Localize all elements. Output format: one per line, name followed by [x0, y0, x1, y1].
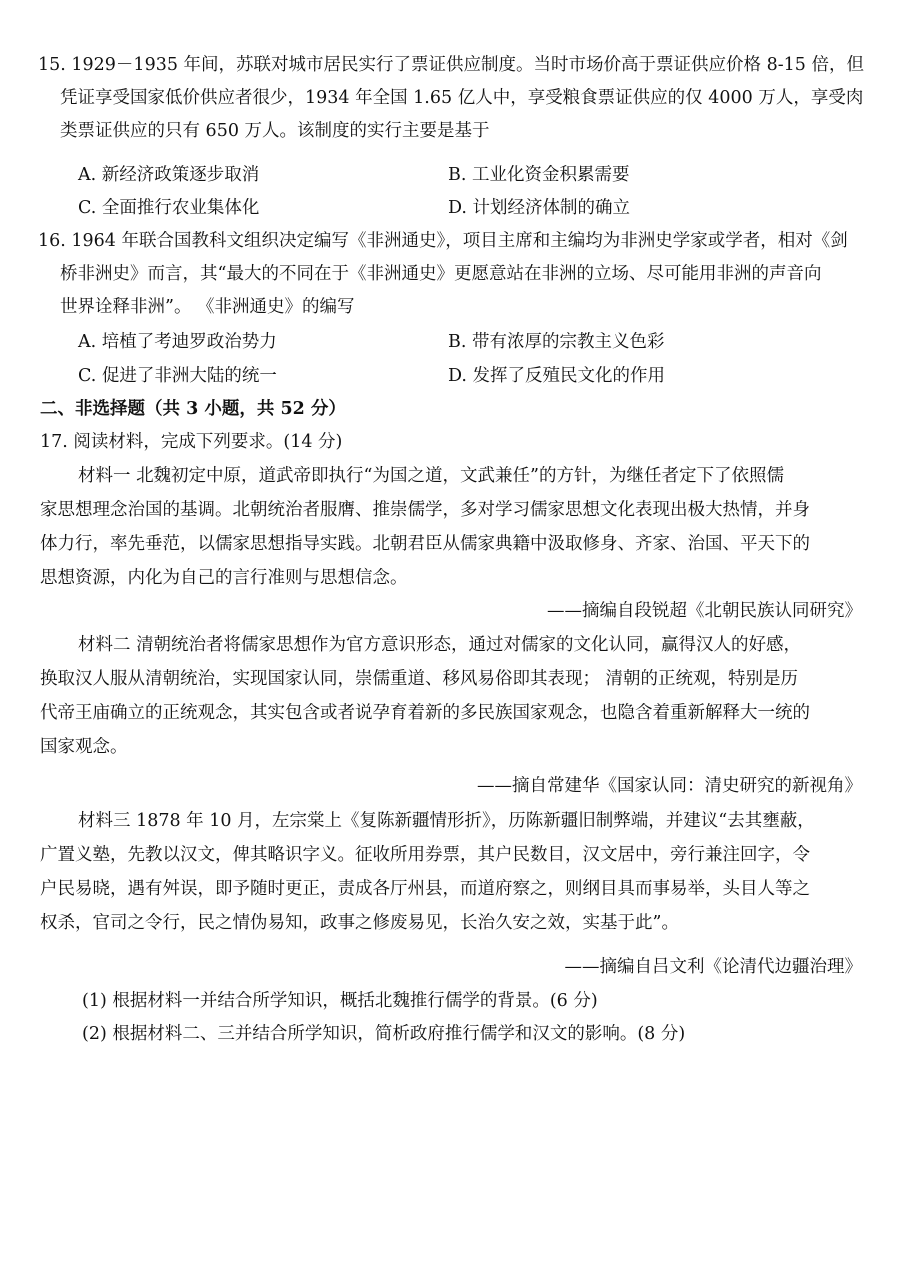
q16-stem-line-2: 桥非洲史》而言，其“最大的不同在于《非洲通史》更愿意站在非洲的立场、尽可能用非洲的声音向: [60, 264, 822, 284]
q16-option-d: D. 发挥了反殖民文化的作用: [448, 366, 666, 386]
q16-option-a: A. 培植了考迪罗政治势力: [78, 332, 277, 352]
q17-subquestion-2: (2) 根据材料二、三并结合所学知识，简析政府推行儒学和汉文的影响。(8 分): [82, 1024, 686, 1044]
q17-material-2-source: ——摘自常建华《国家认同：清史研究的新视角》: [477, 776, 862, 796]
q17-material-1-line-4: 思想资源，内化为自己的言行准则与思想信念。: [40, 568, 408, 588]
q17-material-3-line-2: 广置义塾，先教以汉文，俾其略识字义。征收所用券票，其户民数目，汉文居中，旁行兼注回字，令: [40, 845, 810, 865]
q17-material-3-line-3: 户民易晓，遇有舛误，即予随时更正，责成各厅州县，而道府察之，则纲目具而事易举，头目人等之: [40, 879, 810, 899]
q17-material-3-line-4: 权杀，官司之令行，民之情伪易知，政事之修废易见，长治久安之效，实基于此”。: [40, 913, 679, 933]
q17-material-1-line-2: 家思想理念治国的基调。北朝统治者服膺、推崇儒学，多对学习儒家思想文化表现出极大热情，并身: [40, 500, 810, 520]
q17-material-2-line-4: 国家观念。: [40, 737, 128, 757]
q16-option-c: C. 促进了非洲大陆的统一: [78, 366, 277, 386]
q17-material-1-line-1: 材料一 北魏初定中原，道武帝即执行“为国之道，文武兼任”的方针，为继任者定下了依照儒: [78, 466, 784, 486]
q16-option-b: B. 带有浓厚的宗教主义色彩: [448, 332, 665, 352]
section-heading: 二、非选择题（共 3 小题，共 52 分）: [40, 399, 346, 419]
q16-stem-line-3: 世界诠释非洲”。 《非洲通史》的编写: [60, 297, 355, 317]
q17-intro: 17. 阅读材料，完成下列要求。(14 分): [40, 432, 343, 452]
q17-material-2-line-3: 代帝王庙确立的正统观念，其实包含或者说孕育着新的多民族国家观念，也隐含着重新解释大一统的: [40, 703, 810, 723]
q17-material-2-line-2: 换取汉人服从清朝统治，实现国家认同，崇儒重道、移风易俗即其表现； 清朝的正统观，特别是历: [40, 669, 799, 689]
q17-material-1-source: ——摘编自段锐超《北朝民族认同研究》: [547, 601, 862, 621]
q15-option-d: D. 计划经济体制的确立: [448, 198, 631, 218]
q17-material-3-line-1: 材料三 1878 年 10 月，左宗棠上《复陈新疆情形折》，历陈新疆旧制弊端，并建议“去其壅蔽，: [78, 811, 815, 831]
q15-option-b: B. 工业化资金积累需要: [448, 165, 630, 185]
q17-subquestion-1: (1) 根据材料一并结合所学知识，概括北魏推行儒学的背景。(6 分): [82, 991, 598, 1011]
q15-option-c: C. 全面推行农业集体化: [78, 198, 260, 218]
q15-stem-line-3: 类票证供应的只有 650 万人。该制度的实行主要是基于: [60, 121, 490, 141]
q17-material-2-line-1: 材料二 清朝统治者将儒家思想作为官方意识形态，通过对儒家的文化认同，赢得汉人的好感，: [78, 635, 802, 655]
q15-stem-line-2: 凭证享受国家低价供应者很少，1934 年全国 1.65 亿人中，享受粮食票证供应的仅 4000 万人，享受肉: [60, 88, 864, 108]
q15-stem-line-1: 15. 1929－1935 年间，苏联对城市居民实行了票证供应制度。当时市场价高于票证供应价格 8-15 倍，但: [38, 55, 864, 75]
q17-material-1-line-3: 体力行，率先垂范，以儒家思想指导实践。北朝君臣从儒家典籍中汲取修身、齐家、治国、平天下的: [40, 534, 810, 554]
q16-stem-line-1: 16. 1964 年联合国教科文组织决定编写《非洲通史》，项目主席和主编均为非洲史学家或学者，相对《剑: [38, 231, 848, 251]
q15-option-a: A. 新经济政策逐步取消: [78, 165, 260, 185]
q17-material-3-source: ——摘编自吕文利《论清代边疆治理》: [564, 957, 862, 977]
